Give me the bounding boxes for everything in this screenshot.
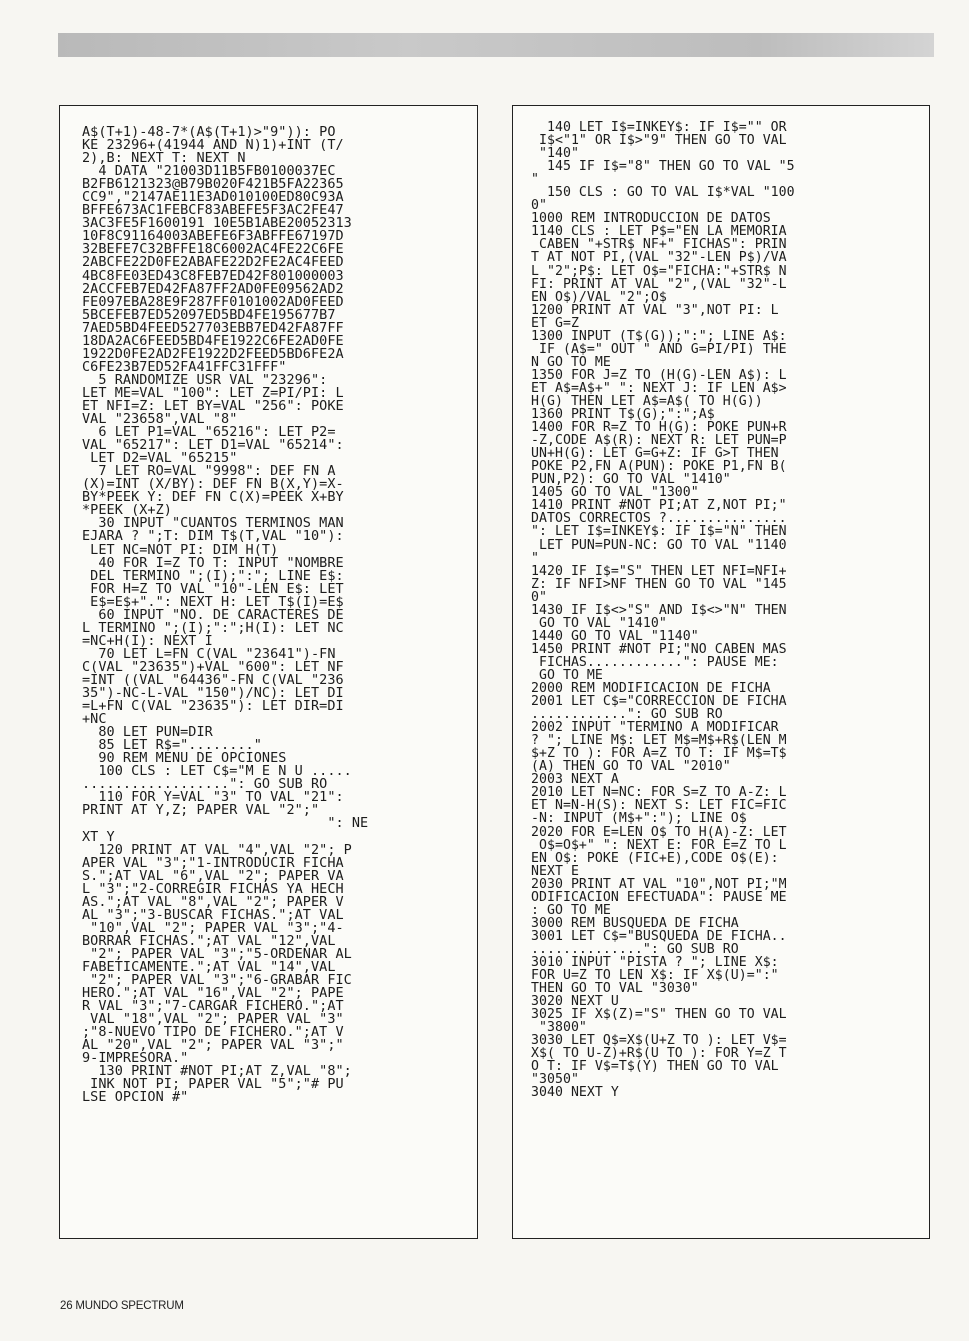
code-line: 145 IF I$="8" THEN GO TO VAL "5 xyxy=(531,159,795,175)
code-line: 0" xyxy=(531,589,547,605)
code-line: -Z,CODE A$(R): NEXT R: LET PUN=P xyxy=(531,433,787,449)
code-line: VAL "18",VAL "2"; PAPER VAL "3" xyxy=(82,1011,344,1028)
code-line: 120 PRINT AT VAL "4",VAL "2"; P xyxy=(82,841,352,858)
code-line: NEXT E xyxy=(531,863,579,879)
code-line: 3001 LET C$="BUSQUEDA DE FICHA.. xyxy=(531,928,787,944)
code-line: FABETICAMENTE.";AT VAL "14",VAL xyxy=(82,959,336,975)
code-line: 2030 PRINT AT VAL "10",NOT PI;"M xyxy=(531,876,787,892)
code-line: N GO TO ME xyxy=(531,354,611,370)
code-line: GO TO ME xyxy=(531,667,603,683)
code-line: S.";AT VAL "6",VAL "2"; PAPER VA xyxy=(82,867,344,884)
code-line: 4 DATA "21003D11B5FB0100037EC xyxy=(82,163,336,180)
code-line: APER VAL "3";"1-INTRODUCIR FICHA xyxy=(82,854,344,871)
code-line: L "2";P$: LET O$="FICHA:"+STR$ N xyxy=(531,263,787,279)
code-line: LET D2=VAL "65215" xyxy=(82,450,238,467)
code-line: 10F8C91164003ABEFE6F3ABFFE67197D xyxy=(82,228,344,245)
code-line: 1360 PRINT T$(G);":";A$ xyxy=(531,407,715,423)
code-line: R VAL "3";"7-CARGAR FICHERO.";AT xyxy=(82,998,344,1015)
code-line: 2003 NEXT A xyxy=(531,772,619,788)
code-line: 1200 PRINT AT VAL "3",NOT PI: L xyxy=(531,302,779,318)
code-line: LET NC=NOT PI: DIM H(T) xyxy=(82,541,279,558)
code-line: O$=O$+" ": NEXT E: FOR E=Z TO L xyxy=(531,837,787,853)
code-line: 9-IMPRESORA." xyxy=(82,1050,189,1067)
code-line: O T: IF V$=T$(Y) THEN GO TO VAL xyxy=(531,1059,779,1075)
code-line: AL "3";"3-BUSCAR FICHAS.";AT VAL xyxy=(82,906,344,923)
code-line: Z: IF NFI>NF THEN GO TO VAL "145 xyxy=(531,576,787,592)
code-line: 1000 REM INTRODUCCION DE DATOS xyxy=(531,211,771,227)
code-line: T AT NOT PI,(VAL "32"-LEN P$)/VA xyxy=(531,250,787,266)
code-line: POKE P2,FN A(PUN): POKE P1,FN B( xyxy=(531,459,787,475)
code-line: "140" xyxy=(531,146,579,162)
code-line: 1405 GO TO VAL "1300" xyxy=(531,485,699,501)
code-line: 85 LET R$="........" xyxy=(82,737,262,754)
code-line: EJARA ? ";T: DIM T$(T,VAL "10"): xyxy=(82,528,344,545)
code-line: FOR U=Z TO LEN X$: IF X$(U)=":" xyxy=(531,968,779,984)
code-line: 2020 FOR E=LEN O$ TO H(A)-Z: LET xyxy=(531,824,787,840)
code-line: 150 CLS : GO TO VAL I$*VAL "100 xyxy=(531,185,795,201)
code-line: 2),B: NEXT T: NEXT N xyxy=(82,150,246,167)
code-line: IF (A$=" OUT " AND G=PI/PI) THE xyxy=(531,341,787,357)
code-line: 5 RANDOMIZE USR VAL "23296": xyxy=(82,371,328,388)
code-line: $+Z TO ): FOR A=Z TO T: IF M$=T$ xyxy=(531,746,787,762)
code-line: "3050" xyxy=(531,1072,579,1088)
code-line: CC9","2147AE11E3AD010100ED80C93A xyxy=(82,189,344,206)
left-code-column xyxy=(59,105,478,1239)
code-line: H(G) THEN LET A$=A$( TO H(G)) xyxy=(531,393,763,409)
code-line: 2010 LET N=NC: FOR S=Z TO A-Z: L xyxy=(531,785,787,801)
code-line: 32BEFE7C32BFFE18C6002AC4FE22C6FE xyxy=(82,241,344,258)
code-line: =INT ((VAL "64436"-FN C(VAL "236 xyxy=(82,671,344,688)
code-line: 80 LET PUN=DIR xyxy=(82,724,213,741)
code-line: FE097EBA28E9F287FF0101002AD0FEED xyxy=(82,293,344,310)
code-line: ET G=Z xyxy=(531,315,579,331)
code-line: 30 INPUT "CUANTOS TERMINOS MAN xyxy=(82,515,344,532)
code-line: 3025 IF X$(Z)="S" THEN GO TO VAL xyxy=(531,1007,787,1023)
code-line: 1440 GO TO VAL "1140" xyxy=(531,628,699,644)
code-line: -N: INPUT (M$+":"); LINE O$ xyxy=(531,811,747,827)
code-line: VAL "23658",VAL "8" xyxy=(82,411,238,428)
code-line: "2"; PAPER VAL "3";"6-GRABAR FIC xyxy=(82,972,352,989)
code-line: KE 23296+(41944 AND N)1)+INT (T/ xyxy=(82,137,344,154)
code-line: XT Y xyxy=(82,828,115,845)
code-line: 2002 INPUT "TERMINO A MODIFICAR xyxy=(531,720,779,736)
code-line: L TERMINO ";(I);":";H(I): LET NC xyxy=(82,619,344,636)
code-line: PUN,P2): GO TO VAL "1410" xyxy=(531,472,731,488)
code-line: 0" xyxy=(531,198,547,214)
code-line: 2000 REM MODIFICACION DE FICHA xyxy=(531,681,771,697)
code-line: 1420 IF I$="S" THEN LET NFI=NFI+ xyxy=(531,563,787,579)
code-line: AS.";AT VAL "8",VAL "2"; PAPER V xyxy=(82,893,344,910)
code-line: 1140 CLS : LET P$="EN LA MEMORIA xyxy=(531,224,787,240)
code-line: FI: PRINT AT VAL "2",(VAL "32"-L xyxy=(531,276,787,292)
code-line: 6 LET P1=VAL "65216": LET P2= xyxy=(82,424,336,441)
code-line: 3040 NEXT Y xyxy=(531,1085,619,1101)
code-line: 110 FOR Y=VAL "3" TO VAL "21": xyxy=(82,789,344,806)
code-line: ..................": GO SUB RO xyxy=(82,776,328,793)
code-line: " xyxy=(531,550,539,566)
code-line: " xyxy=(531,172,539,188)
code-line: 1430 IF I$<>"S" AND I$<>"N" THEN xyxy=(531,602,787,618)
code-line: PRINT AT Y,Z; PAPER VAL "2";" xyxy=(82,802,320,819)
code-line: : GO TO ME xyxy=(531,902,611,918)
code-line: ? "; LINE M$: LET M$=M$+R$(LEN M xyxy=(531,733,787,749)
code-line: ET A$=A$+" ": NEXT J: IF LEN A$> xyxy=(531,380,787,396)
code-line: ..............": GO SUB RO xyxy=(531,941,739,957)
code-line: 70 LET L=FN C(VAL "23641")-FN xyxy=(82,645,336,662)
code-line: X$( TO U-Z)+R$(U TO ): FOR Y=Z T xyxy=(531,1046,787,1062)
code-line: ": NE xyxy=(82,815,369,832)
code-line: 2ABCFE22D0FE2ABAFE22D2FE2AC4FEED xyxy=(82,254,344,271)
code-line: 3030 LET Q$=X$(U+Z TO ): LET V$= xyxy=(531,1033,787,1049)
code-line: 3AC3FE5F1600191 10E5B1ABE20052313 xyxy=(82,215,352,232)
code-line: +NC xyxy=(82,711,107,728)
code-line: 1450 PRINT #NOT PI;"NO CABEN MAS xyxy=(531,641,787,657)
code-line: 40 FOR I=Z TO T: INPUT "NOMBRE xyxy=(82,554,344,571)
header-band xyxy=(58,33,934,57)
code-line: "2"; PAPER VAL "3";"5-ORDENAR AL xyxy=(82,945,352,962)
code-line: LSE OPCION #" xyxy=(82,1089,189,1106)
code-line: ": LET I$=INKEY$: IF I$="N" THEN xyxy=(531,524,787,540)
code-line: UN+H(G): LET G=G+Z: IF G>T THEN xyxy=(531,446,779,462)
code-line: FICHAS............": PAUSE ME: xyxy=(531,654,779,670)
code-line: 3020 NEXT U xyxy=(531,994,619,1010)
code-line: LET ME=VAL "100": LET Z=PI/PI: L xyxy=(82,384,344,401)
code-line: L "3";"2-CORREGIR FICHAS YA HECH xyxy=(82,880,344,897)
code-line: 90 REM MENU DE OPCIONES xyxy=(82,750,287,767)
code-line: 4BC8FE03ED43C8FEB7ED42F801000003 xyxy=(82,267,344,284)
code-line: DEL TERMINO ";(I);":"; LINE E$: xyxy=(82,567,344,584)
code-line: 1410 PRINT #NOT PI;AT Z,NOT PI;" xyxy=(531,498,787,514)
code-line: 2001 LET C$="CORRECCION DE FICHA xyxy=(531,694,787,710)
code-line: 35")-NC-L-VAL "150")/NC): LET DI xyxy=(82,685,344,702)
page-footer: 26 MUNDO SPECTRUM xyxy=(60,1300,184,1312)
code-line: (A) THEN GO TO VAL "2010" xyxy=(531,759,731,775)
code-line: E$=E$+".": NEXT H: LET T$(I)=E$ xyxy=(82,593,344,610)
code-line: C6FE23B7ED52FA41FFC31FFF" xyxy=(82,358,287,375)
code-line: BFFE673AC1FEBCF83ABEFE5F3AC2FE47 xyxy=(82,202,344,219)
code-line: GO TO VAL "1410" xyxy=(531,615,667,631)
code-line: =NC+H(I): NEXT I xyxy=(82,632,213,649)
code-line: FOR H=Z TO VAL "10"-LEN E$: LET xyxy=(82,580,344,597)
code-line: 1400 FOR R=Z TO H(G): POKE PUN+R xyxy=(531,420,787,436)
code-line: ;"8-NUEVO TIPO DE FICHERO.";AT V xyxy=(82,1024,344,1041)
code-line: DATOS CORRECTOS ?............... xyxy=(531,511,787,527)
code-line: INK NOT PI; PAPER VAL "5";"# PU xyxy=(82,1076,344,1093)
code-line: "10",VAL "2"; PAPER VAL "3";"4- xyxy=(82,919,344,936)
code-line: ODIFICACION EFECTUADA": PAUSE ME xyxy=(531,889,787,905)
code-line: A$(T+1)-48-7*(A$(T+1)>"9")): PO xyxy=(82,124,336,140)
code-line: 5BCEFEB7ED52097ED5BD4FE195677B7 xyxy=(82,306,336,323)
code-line: ET NFI=Z: LET BY=VAL "256": POKE xyxy=(82,397,344,414)
code-line: C(VAL "23635")+VAL "600": LET NF xyxy=(82,658,344,675)
code-line: 60 INPUT "NO. DE CARACTERES DE xyxy=(82,606,344,623)
code-line: 140 LET I$=INKEY$: IF I$="" OR xyxy=(531,120,787,135)
code-line: I$<"1" OR I$>"9" THEN GO TO VAL xyxy=(531,133,787,149)
code-line: 100 CLS : LET C$="M E N U ..... xyxy=(82,763,352,780)
code-line: 1922D0FE2AD2FE1922D2FEED5BD6FE2A xyxy=(82,345,344,362)
code-line: HERO.";AT VAL "16",VAL "2"; PAPE xyxy=(82,985,344,1002)
right-code-column xyxy=(512,105,930,1239)
code-line: 2ACCFEB7ED42FA87FF2AD0FE09562AD2 xyxy=(82,280,344,297)
code-line: ET N=N-H(S): NEXT S: LET FIC=FIC xyxy=(531,798,787,814)
code-line: 3000 REM BUSQUEDA DE FICHA xyxy=(531,915,739,931)
code-line: 3010 INPUT "PISTA ? "; LINE X$: xyxy=(531,955,779,970)
code-line: B2FB6121323@B79B020F421B5FA22365 xyxy=(82,176,344,193)
code-line: EN O$)/VAL "2";O$ xyxy=(531,289,667,305)
code-line: BORRAR FICHAS.";AT VAL "12",VAL xyxy=(82,932,336,949)
code-line: 1300 INPUT (T$(G));":"; LINE A$: xyxy=(531,328,787,344)
code-line: 7 LET RO=VAL "9998": DEF FN A xyxy=(82,463,336,480)
code-line: THEN GO TO VAL "3030" xyxy=(531,981,699,997)
code-line: VAL "65217": LET D1=VAL "65214": xyxy=(82,437,344,454)
code-line: 18DA2AC6FEED5BD4FE1922C6FE2AD0FE xyxy=(82,332,344,349)
code-line: =L+FN C(VAL "23635"): LET DIR=DI xyxy=(82,698,344,715)
code-line: 1350 FOR J=Z TO (H(G)-LEN A$): L xyxy=(531,367,787,383)
code-line: EN O$: POKE (FIC+E),CODE O$(E): xyxy=(531,850,779,866)
code-line: ............": GO SUB RO xyxy=(531,707,723,723)
code-line: LET PUN=PUN-NC: GO TO VAL "1140 xyxy=(531,537,787,553)
code-line: 7AED5BD4FEED527703EBB7ED42FA87FF xyxy=(82,319,344,336)
code-line: "3800" xyxy=(531,1020,587,1036)
code-line: BY*PEEK Y: DEF FN C(X)=PEEK X+BY xyxy=(82,489,344,506)
code-line: *PEEK (X+Z) xyxy=(82,502,172,519)
code-line: 130 PRINT #NOT PI;AT Z,VAL "8"; xyxy=(82,1063,352,1080)
code-line: AL "20",VAL "2"; PAPER VAL "3";" xyxy=(82,1037,344,1054)
code-line: (X)=INT (X/BY): DEF FN B(X,Y)=X- xyxy=(82,476,344,493)
code-line: CABEN "+STR$ NF+" FICHAS": PRIN xyxy=(531,237,787,253)
